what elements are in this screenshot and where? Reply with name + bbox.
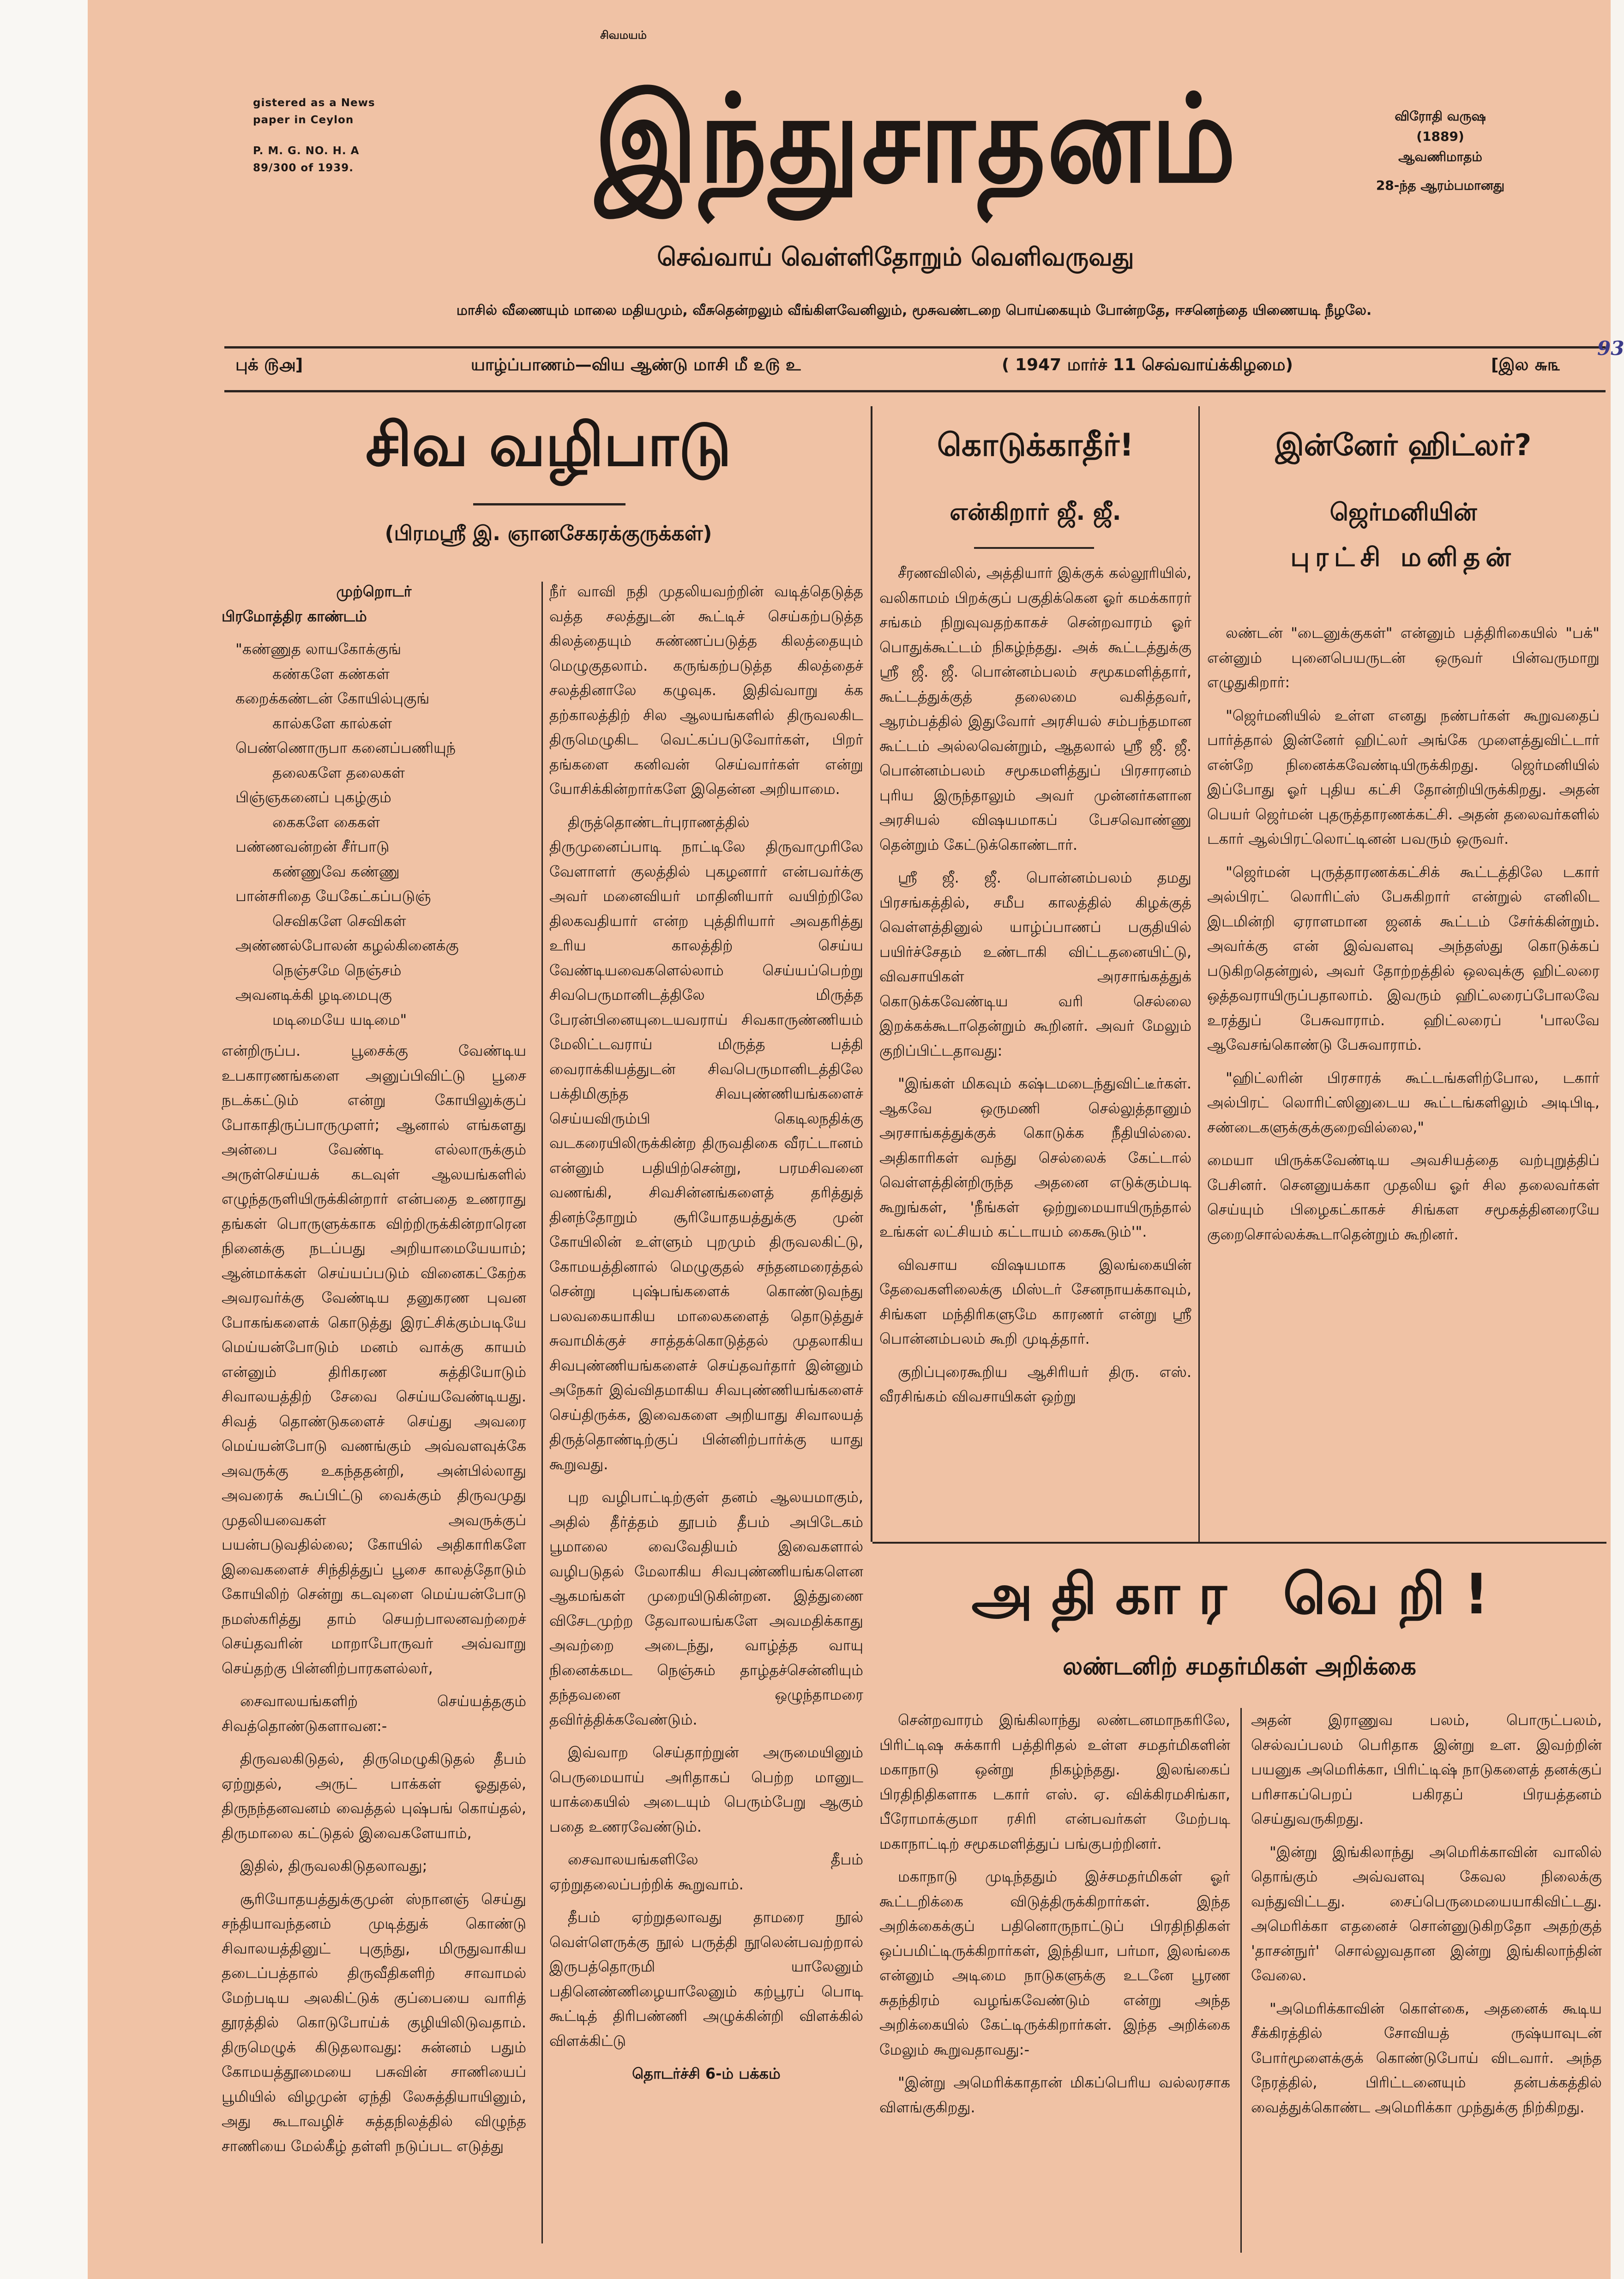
poem (235, 637, 526, 1032)
paragraph: "ஜெர்மன் புருத்தாரணக்கட்சிக் கூட்டத்திலே டகார் அல்பிரட் லொரிட்ஸ் பேசுகிறார் என்றுல் எனிலிட இடமின்றி ஏராளமான ஜனக் கூட்டம் சேர்க்கின்றும். அவர்க்கு என் இவ்வளவு அந்தஸ்து கொடுக்கப் படுகிறதென்றுல், அவர் தோற்றத்தில் ஒலவுக்கு ஹிட்லரை ஒத்தவராயிருப்பதாலாம். இவரும் ஹிட்லரைப்போலவே உரத்துப் பேசுவாராம். ஹிட்லரைப் 'பாலவே ஆவேசங்கொண்டு பேசுவாராம். (1207, 863, 1600, 1053)
paragraph: திருவலகிடுதல், திருமெழுகிடுதல் தீபம் ஏற்றுதல், அருட் பாக்கள் ஓதுதல், திருநந்தனவனம் வைத்தல் புஷ்பங் கொய்தல், திருமாலை கட்டுதல் இவைகளேயாம், (222, 1750, 526, 1842)
article-subtitle: ஜெர்மனியின் (1329, 499, 1477, 526)
rule (872, 1542, 1606, 1544)
registration-line: paper in Ceylon (253, 114, 354, 126)
article-title: கொடுக்காதீர்! (937, 427, 1134, 463)
poem-line: கண்களே கண்கள் (272, 665, 390, 683)
english-date: ( 1947 மார்ச் 11 செவ்வாய்க்கிழமை) (1002, 355, 1293, 374)
era-line: விரோதி வருஷ (1395, 108, 1486, 124)
text-line: முற்றொடர் (336, 583, 412, 600)
paragraph: சென்றவாரம் இங்கிலாந்து லண்டனமாநகரிலே, பிரிட்டிஷ சுக்காரி பத்திரிதல் உள்ள சமதர்மிகளின் மகாநாடு ஒன்று நிகழ்ந்தது. இலங்கைப் பிரதிநிதிகளாக டகார் எஸ். ஏ. விக்கிரமசிங்கா, பீரோமாக்குமா ரசிரி என்பவர்கள் மேற்படி மகாநாட்டிற் சமூகமளித்துப் பங்குபற்றினர். (879, 1711, 1230, 1852)
paragraph: இதில், திருவலகிடுதலாவது; (240, 1857, 427, 1875)
paragraph: "அமெரிக்காவின் கொள்கை, அதனைக் கூடிய சீக்கிரத்தில் சோவியத் ருஷ்யாவுடன் போர்மூளைக்குக் கொண்டுபோய் விடவார். அந்த நேரத்தில், பிரிட்டனையும் தன்பக்கத்தில் வைத்துக்கொண்ட அமெரிக்கா முந்துக்கு நிற்கிறது. (1251, 1999, 1602, 2116)
registration-line: gistered as a News (253, 97, 375, 109)
poem-line: பெண்ணொருபா கனைப்பணியுந் (235, 739, 456, 757)
place-date: யாழ்ப்பாணம்—விய ஆண்டு மாசி மீ ௨௫ உ (471, 355, 801, 374)
paragraph: திருத்தொண்டர்புராணத்தில் திருமுனைப்பாடி நாட்டிலே திருவாமுரிலே வேளாளர் குலத்தில் புகழனார் என்பவர்க்கு அவர் மனைவியர் மாதினியார் வயிற்றிலே திலகவதியார் என்ற புத்திரியார் அவதரித்து உரிய காலத்திற் செய்ய வேண்டியவைகளெல்லாம் செய்யப்பெற்று சிவபெருமானிடத்திலே மிருத்த பேரன்பினையுடையவராய் சிவகாருண்ணியம் மேலிட்டவராய் மிருத்த பத்தி வைராக்கியத்துடன் சிவபெருமானிடத்திலே பக்திமிகுந்த சிவபுண்ணியங்களைச் செய்யவிரும்பி கெடிலநதிக்கு வடகரையிலிருக்கின்ற திருவதிகை வீரட்டானம் என்னும் பதியிற்சென்று, பரமசிவனை வணங்கி, சிவசின்னங்களைத் தரித்துத் தினந்தோறும் சூரியோதயத்துக்கு முன் கோயிலின் உள்ளும் புறமும் திருவலகிட்டு, கோமயத்தினால் மெழுகுதல் சந்தனமரைத்தல் சென்று புஷ்பங்களைக் கொண்டுவந்து பலவகையாகிய மாலைகளைத் தொடுத்துச் சுவாமிக்குச் சாத்தக்கொடுத்தல் முதலாகிய சிவபுண்ணியங்களைச் செய்தவர்தார் இன்னும் அநேகர் இவ்விதமாகிய சிவபுண்ணியங்களைச் செய்திருக்க, இவைகளை அறியாது சிவாலயத் திருத்தொண்டிற்குப் பின்னிற்பார்க்கு யாது கூறுவது. (549, 813, 863, 1473)
paragraph: "இன்று அமெரிக்காதான் மிகப்பெரிய வல்லரசாக விளங்குகிறது. (879, 2074, 1230, 2116)
article-byline: என்கிறார் ஜீ. ஜீ. (950, 499, 1121, 525)
article-column (1251, 1708, 1602, 2260)
era-line: 28-ந்த ஆரம்பமானது (1376, 178, 1505, 193)
issue-number: [இல ௬௩ (1491, 355, 1561, 374)
poem-line: அண்ணல்போலன் கழல்கினைக்கு (235, 937, 459, 954)
paragraph: அதன் இராணுவ பலம், பொருட்பலம், செல்வப்பலம் பெரிதாக இன்று உள. இவற்றின் பயனுக அமெரிக்கா, பிரிட்டிஷ் நாடுகளைத் தனக்குப் பரிசாகப்பெறப் பகிரதப் பிரயத்தனம் செய்துவருகிறது. (1251, 1711, 1602, 1828)
paragraph: இவ்வாற செய்தாற்றுன் அருமையினும் பெருமையாய் அரிதாகப் பெற்ற மானுட யாக்கையில் அடையும் பெரும்பேறு ஆகும் பதை உணரவேண்டும். (549, 1744, 863, 1835)
article-column (549, 579, 863, 2260)
paragraph: மகாநாடு முடிந்ததும் இச்சமதர்மிகள் ஓர் கூட்டறிக்கை விடுத்திருக்கிறார்கள். இந்த அறிக்கைக்குப் பதினொருநாட்டுப் பிரதிநிதிகள் ஒப்பமிட்டிருக்கிறார்கள், இந்தியா, பர்மா, இலங்கை என்னும் அடிமை நாடுகளுக்கு உடனே பூரண சுதந்திரம் வழங்கவேண்டும் என்று அந்த அறிக்கையில் கேட்டிருக்கிறார்கள். இந்த அறிக்கை மேலும் கூறுவதாவது:- (879, 1868, 1230, 2058)
handwritten-number: 93 (1597, 337, 1624, 360)
paragraph: சீரணவிலில், அத்தியார் இக்குக் கல்லூரியில், வலிகாமம் பிறக்குப் பகுதிக்கென ஓர் கமக்காரர் சங்கம் நிறுவுவதற்காகச் சென்றவாரம் ஓர் பொதுக்கூட்டம் நிகழ்ந்தது. அக் கூட்டத்துக்கு ஸ்ரீ ஜீ. ஜீ. பொன்னம்பலம் சமூகமளித்தார், கூட்டத்துக்குத் தலைமை வகித்தவர், ஆரம்பத்தில் இதுவோர் அரசியல் சம்பந்தமான கூட்டம் அல்லவென்றும், ஆதலால் ஸ்ரீ ஜீ. ஜீ. பொன்னம்பலம் சமூகமளித்துப் பிரசாரனம் புரிய இருந்தாலும் அவர் முன்னர்களான அரசியல் விஷயமாகப் பேசவொண்ணு தென்றும் கேட்டுக்கொண்டார். (879, 564, 1191, 854)
article-column (879, 1708, 1230, 2260)
registration-block (253, 95, 401, 177)
poem-line: கறைக்கண்டன் கோயில்புகுங் (235, 690, 430, 707)
article-subtitle: லண்டனிற் சமதர்மிகள் அறிக்கை (1063, 1653, 1416, 1680)
article-column (222, 579, 526, 2260)
paragraph: நீர் வாவி நதி முதலியவற்றின் வடித்தெடுத்த வத்த சலத்துடன் கூட்டிச் செய்கற்படுத்த கிலத்தையும் சுண்ணப்படுத்த கிலத்தையும் மெழுகுதலாம். கருங்கற்படுத்த கிலத்தைச் சலத்தினாலே கழுவுக. இதிவ்வாறு க்க தற்காலத்திற் சில ஆலயங்களில் திருவலகிட திருமெழுகிட வெட்கப்படுவோர்கள், பிறர் தங்களை கனிவன் செய்வார்கள் என்று யோசிக்கின்றார்களே இதென்ன அறியாமை. (549, 583, 863, 798)
rule (224, 346, 1606, 349)
poem-line: பான்சரிதை யேகேட்கப்படுஞ் (235, 887, 431, 905)
paragraph: லண்டன் "டைனுக்குகள்" என்னும் பத்திரிகையில் "பக்" என்னும் புனைபெயருடன் ஒருவர் பின்வருமாறு எழுதுகிறார்: (1207, 624, 1600, 691)
newspaper-page (88, 0, 1624, 2279)
poem-line: செவிகளே செவிகள் (272, 912, 406, 930)
volume-number: புக் ௫௮] (235, 355, 303, 374)
registration-line: 89/300 of 1939. (253, 162, 354, 174)
paragraph: மையா யிருக்கவேண்டிய அவசியத்தை வற்புறுத்திப் பேசினர். செனனுயக்கா முதலிய ஓர் சில தலைவர்கள் செய்யும் பிழைகட்காகச் சிங்கள சமூகத்தினரையே குறைசொல்லக்கூடாதென்றும் கூறினர். (1207, 1151, 1600, 1243)
poem-line: அவனடிக்கி ழடிமைபுகு (235, 986, 392, 1004)
article-title: அதிகார வெறி! (971, 1563, 1508, 1627)
column-rule (1240, 1708, 1242, 2253)
paragraph: சைவாலயங்களிலே தீபம் ஏற்றுதலைப்பற்றிக் கூறுவாம். (549, 1851, 863, 1893)
tagline: செவ்வாய் வெள்ளிதோறும் வெளிவருவது (657, 242, 1134, 271)
column-rule (1198, 406, 1200, 1542)
article-byline: (பிரமஸ்ரீ இ. ஞானசேகரக்குருக்கள்) (385, 522, 712, 545)
motto: மாசில் வீணையும் மாலை மதியமும், வீசுதென்றலும் வீங்கிளவேனிலும், மூசுவண்டறை பொய்கையும் போன்றதே, ஈசனெந்தை யிணையடி நீழலே. (456, 302, 1372, 319)
poem-line: தலைகளே தலைகள் (272, 764, 405, 782)
text-line: பிரமோத்திர காண்டம் (222, 607, 367, 625)
registration-line: P. M. G. NO. H. A (253, 145, 360, 157)
paragraph: விவசாய விஷயமாக இலங்கையின் தேவைகளிலைக்கு மிஸ்டர் சேனநாயக்காவும், சிங்கள மந்திரிகளுமே காரணர் என்று ஸ்ரீ பொன்னம்பலம் கூறி முடித்தார். (879, 1256, 1191, 1347)
poem-line: கண்ணுவே கண்ணு (272, 862, 400, 880)
era-line: ஆவணிமாதம் (1398, 149, 1482, 164)
poem-line: நெஞ்சமே நெஞ்சம் (272, 961, 402, 979)
scan-margin (0, 0, 88, 2279)
article-column (879, 561, 1191, 1535)
dateline (231, 337, 1624, 383)
paragraph: என்றிருப்ப. பூசைக்கு வேண்டிய உபகாரணங்களை அனுப்பிவிட்டு பூசை நடக்கட்டும் என்று கோயிலுக்குப் போகாதிருப்பாருமுளர்; ஆனால் எங்களது அன்பை வேண்டி எல்லாருக்கும் அருள்செய்யக் கடவுள் ஆலயங்களில் எழுந்தருளியிருக்கின்றார் என்பதை உணராது தங்கள் பொருளுக்காக விற்றிருக்கின்றாரென நினைக்கு நடப்பது அறியாமையேயாம்; ஆன்மாக்கள் செய்யப்படும் வினைகட்கேற்க அவரவர்க்கு வேண்டிய தனுகரண புவன போகங்களைக் கொடுத்து இரட்சிக்கும்படியே மெய்யன்போடும் மனம் வாக்கு காயம் என்னும் திரிகரண சுத்தியோடும் சிவாலயத்திற் சேவை செய்யவேண்டியது. சிவத் தொண்டுகளைச் செய்து அவரை மெய்யன்போடு வணங்கும் அவ்வளவுக்கே அவருக்கு உகந்ததன்றி, அன்பில்லாது அவரைக் கூப்பிட்டு வைக்கும் திருவமுது முதலியவைகள் அவருக்குப் பயன்படுவதில்லை; கோயில் அதிகாரிகளே இவைகளைச் சிந்தித்துப் பூசை காலத்தோடும் கோயிலிற் சென்று கடவுளை மெய்யன்போடு நமஸ்கரித்து தாம் செயற்பாலனவற்றைச் செய்தவரின் மாறாபோருவர் அவ்வாறு செய்தற்கு பின்னிற்பாரகளல்லர், (222, 1042, 526, 1677)
paragraph: "ஜெர்மனியில் உள்ள எனது நண்பர்கள் கூறுவதைப் பார்த்தால் இன்னேர் ஹிட்லர் அங்கே முளைத்துவிட்டார் என்றே நினைக்கவேண்டியிருக்கிறது. ஜெர்மனியில் இப்போது ஓர் புதிய கட்சி தோன்றியிருக்கிறது. அதன் பெயர் ஜெர்மன் புதருத்தாரணக்கட்சி. அதன் தலைவர்களில் டகார் ஆல்பிரட்லொட்டினன் பவரும் ஒருவர். (1207, 706, 1600, 848)
title-underline (473, 503, 626, 505)
article-title: இன்னேர் ஹிட்லர்? (1275, 428, 1532, 463)
column-rule (541, 582, 543, 2243)
paragraph: தீபம் ஏற்றுதலாவது தாமரை நூல் வெள்ளெருக்கு நூல் பருத்தி நூலென்பவற்றால் இருபத்தொருமி யாலேனும் பதினெண்ணிழையாலேனும் கற்பூரப் பொடி கூட்டித் திரிபண்ணி அழுக்கின்றி விளக்கில் விளக்கிட்டு (549, 1908, 863, 2050)
article-column (1207, 621, 1600, 1535)
paragraph: குறிப்புரைகூறிய ஆசிரியர் திரு. எஸ். வீரசிங்கம் விவசாயிகள் ஒற்று (879, 1363, 1191, 1405)
era-line: (1889) (1416, 129, 1464, 144)
paragraph: ஸ்ரீ ஜீ. ஜீ. பொன்னம்பலம் தமது பிரசங்கத்தில், சமீப காலத்தில் கிழக்குத் வெள்ளத்தினுல் யாழ்ப்பாணப் பகுதியில் பயிர்ச்சேதம் உண்டாகி விட்டதனையிட்டு, விவசாயிகள் அரசாங்கத்துக் கொடுக்கவேண்டிய வரி செல்லை இறக்கக்கூடாதென்றும் கூறினர். அவர் மேலும் குறிப்பிட்டதாவது: (879, 869, 1191, 1059)
rule (224, 390, 1606, 392)
continuation-note: தொடர்ச்சி 6-ம் பக்கம் (632, 2065, 781, 2082)
poem-line: "கண்ணுத லாயகோக்குங் (235, 640, 402, 658)
poem-line: பண்ணவன்றன் சீர்பாடு (235, 838, 390, 855)
paragraph: "இங்கள் மிகவும் கஷ்டமடைந்துவிட்டீர்கள். ஆகவே ஒருமணி செல்லுத்தானும் அரசாங்கத்துக்குக் கொடுக்க நீதியில்லை. அதிகாரிகள் வந்து செல்லைக் கேட்டால் வெள்ளத்தின்றிருந்த அதனை எடுக்கும்படி கூறுங்கள், 'நீங்கள் ஒற்றுமையாயிருந்தால் உங்கள் லட்சியம் கட்டாயம் கைகூடும்'". (879, 1075, 1191, 1240)
top-invocation: சிவமயம் (600, 29, 647, 42)
title-underline (974, 547, 1094, 549)
poem-line: பிஞ்ஞகனைப் புகழ்கும் (235, 788, 391, 806)
article-title: சிவ வழிபாடு (365, 411, 732, 480)
masthead-title: இந்துசாதனம் (595, 67, 1238, 210)
poem-line: கைகளே கைகள் (272, 813, 380, 831)
article-subtitle: புரட்சி மனிதன் (1290, 542, 1516, 572)
poem-line: மடிமையே யடிமை" (272, 1010, 407, 1028)
paragraph: சூரியோதயத்துக்குமுன் ஸ்நானஞ் செய்து சந்தியாவந்தனம் முடித்துக் கொண்டு சிவாலயத்தினுட் புகுந்து, மிருதுவாகிய தடைப்பத்தால் திருவீதிகளிற் சாவாமல் மேற்படிய அலகிட்டுக் குப்பையை வாரித் தூரத்தில் கொடுபோய்க் குழியிலிடுவதாம். திருமெழுக் கிடுதலாவது: சுன்னம் பதும் கோமயத்தூமையை பசுவின் சாணியைப் பூமியில் விழமுன் ஏந்தி லேசுத்தியாயினும், அது கூடாவழிச் சுத்தநிலத்தில் விழுந்த சாணியை மேல்கீழ் தள்ளி நடுப்பட எடுத்து (222, 1890, 526, 2155)
paragraph: "ஹிட்லரின் பிரசாரக் கூட்டங்களிற்போல, டகார் அல்பிரட் லொரிட்ஸினுடைய கூட்டங்களிலும் அடிபிடி, சண்டைகளுக்குக்குறைவில்லை," (1207, 1069, 1600, 1136)
paragraph: புற வழிபாட்டிற்குள் தனம் ஆலயமாகும், அதில் தீர்த்தம் தூபம் தீபம் அபிடேகம் பூமாலை வைவேதியம் இவைகளால் வழிபடுதல் மேலாகிய சிவபுண்ணியங்களென ஆகமங்கள் முறையிடுகின்றன. இத்துணை விசேடமுற்ற தேவாலயங்களே அவமதிக்காது அவற்றை அடைந்து, வாழ்த்த வாயு நினைக்கமட நெஞ்சும் தாழ்தச்சென்னியும் தந்தவனை ஒழுந்தாமரை தவிர்த்திக்கவேண்டும். (549, 1488, 863, 1728)
poem-line: கால்களே கால்கள் (272, 714, 392, 732)
paragraph: சைவாலயங்களிற் செய்யத்தகும் சிவத்தொண்டுகளாவன:- (222, 1692, 526, 1735)
era-block (1302, 106, 1579, 196)
column-rule (871, 406, 872, 1542)
paragraph: "இன்று இங்கிலாந்து அமெரிக்காவின் வாலில் தொங்கும் அவ்வளவு கேவல நிலைக்கு வந்துவிட்டது. சைப்பெருமையையாகிவிட்டது. அமெரிக்கா எதனைச் சொன்னுடுகிறதோ அதற்குத் 'தாசன்நுர்' சொல்லுவதான இன்று இங்கிலாந்தின் வேலை. (1251, 1843, 1602, 1984)
